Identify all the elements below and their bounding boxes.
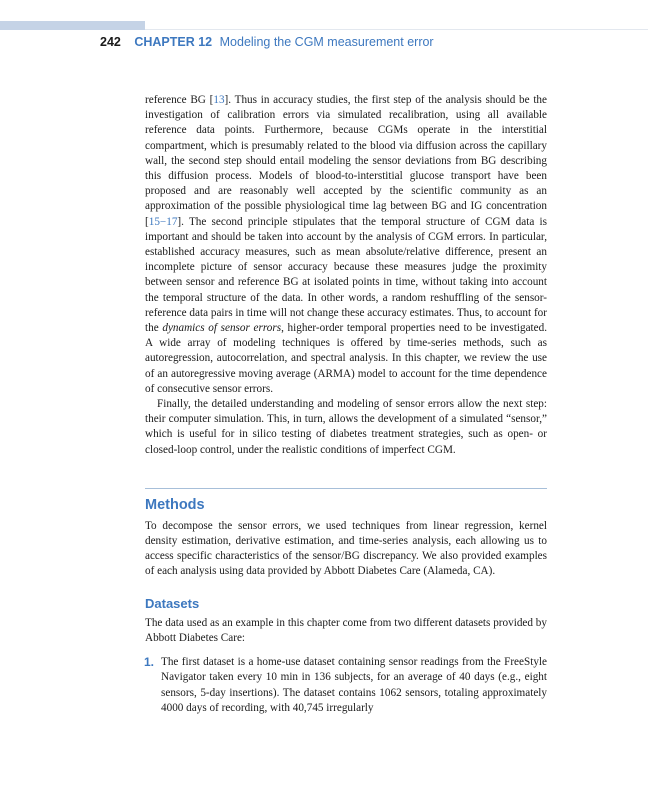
running-head [100,35,434,49]
datasets-intro: The data used as an example in this chapter come from two different datasets provided by Abbott Diabetes Care: [145,616,547,644]
text-run: ]. Thus in accuracy studies, the first step of the analysis should be the investigation of calibration errors via simulated recalibration, using all available reference data points. Furthermore, because CGMs operate in the interstitial compartment, which is presumably related to the blood via diffusion across the capillary wall, the second step should entail modeling the sensor deviations from BG describing this diffusion process. Models of blood-to-interstitial glucose transport have been proposed and are reasonably well accepted by the scientific community as an approximation of the possible physiological time lag between BG and IG concentration [ [145,94,547,228]
methods-paragraph: To decompose the sensor errors, we used techniques from linear regression, kernel density estimation, derivative estimation, and time-series analysis, each allowing us to access specific characteristics of the sensor/BG discrepancy. We also provided examples of each analysis using data provided by Abbott Diabetes Care (Alameda, CA). [145,519,547,578]
header-rule [145,29,648,30]
list-item [145,655,547,716]
page-number: 242 [100,35,121,49]
text-run: , higher-order temporal properties need to be investigated. A wide array of modeling techniques is offered by time-series methods, such as autoregression, autocorrelation, and spectral analysis. In this chapter, we review the use of an autoregressive moving average (ARMA) model to account for the time dependence of consecutive sensor errors. [145,322,548,395]
text-run: ]. The second principle stipulates that the temporal structure of CGM data is important and should be taken into account by the analysis of CGM errors. In particular, established accuracy measures, such as mean absolute/relative difference, present an incomplete picture of sensor accuracy because these measures judge the proximity between sensor and reference BG at isolated points in time, without taking into account the temporal structure of the data. In other words, a random reshuffling of the sensor-reference data pairs in time will not change these accuracy estimates. Thus, to account for the [145,215,547,335]
chapter-title: Modeling the CGM measurement error [219,35,434,49]
list-item-text: The first dataset is a home-use dataset containing sensor readings from the FreeStyle Navigator taken every 10 min in 136 subjects, for an average of 40 days (e.g., eight sensors, 5-day insertions). The dataset contains 1062 sensors, totaling approximately 4000 days of recording, with 40,745 irregularly [161,656,547,714]
page-content [145,93,547,716]
chapter-label: CHAPTER 12 [134,35,213,49]
list-number: 1. [144,655,155,670]
body-paragraph [145,93,547,397]
citation-link[interactable]: 15−17 [148,215,178,228]
body-paragraph: Finally, the detailed understanding and modeling of sensor errors allow the next step: their computer simulation. This, in turn, allows the development of a simulated “sensor,” which is useful for in silico testing of diabetes treatment strategies, such as open- or closed-loop control, under the realistic conditions of imperfect CGM. [145,398,547,456]
methods-heading: Methods [145,496,205,513]
header-accent-bar [0,21,145,30]
section-divider [145,488,547,489]
text-run: reference BG [ [145,94,214,106]
citation-link[interactable]: 13 [213,94,225,106]
datasets-heading: Datasets [145,595,200,611]
emphasis-text: dynamics of sensor errors [162,322,282,335]
